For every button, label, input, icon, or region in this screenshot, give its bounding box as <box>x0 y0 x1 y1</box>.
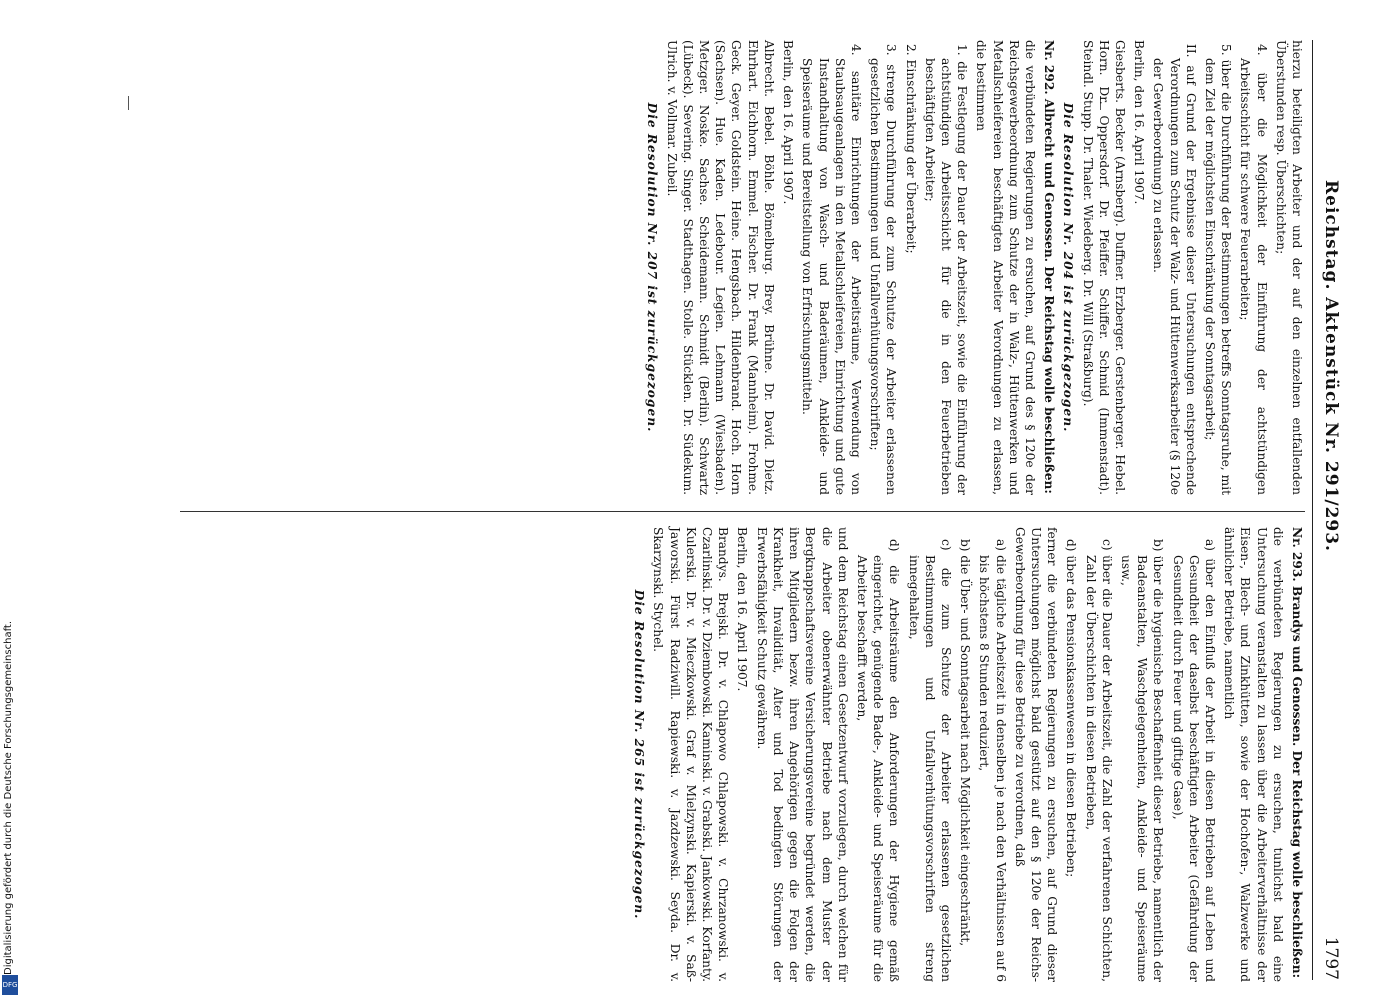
resolution-withdrawn-note: Die Resolution Nr. 207 ist zurückgezogen. <box>645 102 660 433</box>
signatory-names: Giesberts. Becker (Arnsberg). Duffner. Erzberger. Gerstenberger. Hebel. Horn. Dr. Oppersdorf. Dr. Pfeiffer. Schiffer. Schmid (Immenstadt). Steindl. Stupp. Dr. Thaler. Wiedeberg. Dr. Will (Straßburg). <box>1080 40 1127 495</box>
signature-date: Berlin, den 16. April 1907. <box>735 527 750 692</box>
paragraph: und dem Reichstag einen Gesetzentwurf vorzulegen, durch welchen für die Arbeiter obenerwähnter Betriebe nach dem Muster der Bergknappschaftsvereine Versicherungsvereine begründet werden, die ihren Mitgliedern bezw. ihren Angehörigen gegen die Folgen der Krankheit, Invalidität, Alter und Tod bedingten Störungen der Erwerbsfähigkeit Schutz gewähren. <box>754 527 850 982</box>
page-header-title: Reichstag. Aktenstück Nr. 291/293. <box>1321 180 1341 552</box>
paragraph: d) die Arbeitsräume den Anforderungen der Hygiene gemäß eingerichtet, genügende Bade-, Ankleide- und Speiseräume für die Arbeiter beschafft werden, <box>854 539 902 982</box>
paragraph: die verbündeten Regierungen zu ersuchen, auf Grund des § 120e der Reichsgewerbeordnung zum Schutze der in Walz-, Hüttenwerken und Metallschleifereien beschäftigten Arbeiter Verordnungen zu erlassen, die bestimmen <box>974 40 1037 495</box>
paragraph: Nr. 292. Albrecht und Genossen. Der Reichstag wolle beschließen: <box>1042 40 1057 494</box>
paragraph: II. auf Grund der Ergebnisse dieser Untersuchungen entsprechende Verordnungen zum Schutz der Walz- und Hüttenwerksarbeiter (§ 120e der Gewerbeordnung) zu erlassen. <box>1151 44 1198 495</box>
paragraph: a) über den Einfluß der Arbeit in diesen Betrieben auf Leben und Gesundheit der daselbst beschäftigten Arbeiter (Gefährdung der Gesundheit durch Feuer und giftige Gase), <box>1170 539 1217 982</box>
digitization-credit-sidebar <box>0 0 22 1000</box>
signatory-names: Brandys. Brejski. Dr. v. Chlapowo Chlapowski. v. Chrzanowski. v. Czarlinski. Dr. v. Dziembowski. Kaminski. v. Grabski. Jankowski. Korfanty. Kulerski. Dr. v. Mieczkowski. Graf v. Mielzynski. Kapierski. v. Saß-Jaworski. Fürst Radziwill. Rapiewski. v. Jazdzewski. Seyda. Dr. v. Skarzynski. Stychel. <box>651 527 731 982</box>
page-number: 1797 <box>1321 936 1341 980</box>
paragraph: 1. die Festlegung der Dauer der Arbeitszeit, sowie die Einführung der achtstündigen Arbeitsschicht für die in den Feuerbetrieben beschäftigten Arbeiter; <box>922 44 970 495</box>
paragraph: 2. Einschränkung der Überarbeit; <box>903 44 918 254</box>
signatory-names: Albrecht. Bebel. Böhle. Bömelburg. Brey. Brühne. Dr. David. Dietz. Ehrhart. Eichhorn. Emmel. Fischer. Dr. Frank (Mannheim). Frohme. Geck. Geyer. Goldstein. Heine. Hengsbach. Hildenbrand. Hoch. Horn (Sachsen). Hue. Kaden. Ledebour. Legien. Lehmann (Wiesbaden). Metzger. Noske. Sachse. Scheidemann. Schmidt (Berlin). Schwartz (Lübeck). Severing. Singer. Stadthagen. Stolle. Stücklen. Dr. Südekum. Ulrich. v. Vollmar. Zubeil. <box>664 40 776 495</box>
dfg-logo: DFG <box>2 975 18 995</box>
top-cut-mark <box>128 96 129 110</box>
paragraph: 4. sanitäre Einrichtungen der Arbeitsräume, Verwendung von Staubsaugeanlagen in den Metallschleifereien, Einrichtung und gute Instandhaltung von Wasch- und Baderäumen, Ankleide- und Speiseräume und Bereitstellung von Erfrischungsmitteln. <box>800 44 863 495</box>
paragraph: c) die zum Schutze der Arbeiter erlassenen gesetzlichen Bestimmungen und Unfallverhütungsvorschriften streng innegehalten, <box>906 539 953 982</box>
paragraph: ferner die verbündeten Regierungen zu ersuchen, auf Grund dieser Untersuchungen möglichst bald gestützt auf den § 120e der Reichs-Gewerbeordnung für diese Betriebe zu verordnen, daß <box>1012 527 1060 982</box>
page-header <box>1312 40 1345 980</box>
paragraph: 5. über die Durchführung der Bestimmungen betreffs Sonntagsruhe, mit dem Ziel der möglichsten Einschränkung der Sonntagsarbeit; <box>1202 44 1234 495</box>
resolution-withdrawn-note: Die Resolution Nr. 204 ist zurückgezogen. <box>1061 102 1076 433</box>
signature-date: Berlin, den 16. April 1907. <box>781 40 796 205</box>
paragraph: a) die tägliche Arbeitszeit in denselben je nach den Verhältnissen auf 6 bis höchstens 8 Stunden reduziert, <box>977 539 1008 982</box>
paragraph: b) über die hygienische Beschaffenheit dieser Betriebe, namentlich der Badeanstalten, Waschgelegenheiten, Ankleide- und Speiseräume usw., <box>1118 539 1166 982</box>
paragraph: 3. strenge Durchführung der zum Schutze der Arbeiter erlassenen gesetzlichen Bestimmungen und Unfallverhütungsvorschriften; <box>868 44 899 495</box>
right-column <box>628 527 1305 982</box>
resolution-withdrawn-note: Die Resolution Nr. 265 ist zurückgezogen. <box>632 589 647 920</box>
paragraph: d) über das Pensionskassenwesen in diesen Betrieben; <box>1064 539 1079 878</box>
paragraph: c) über die Dauer der Arbeitszeit, die Zahl der verfahrenen Schichten, Zahl der Überschichten in diesen Betrieben, <box>1083 539 1114 982</box>
left-column <box>641 40 1305 495</box>
paragraph: hierzu beteiligten Arbeiter und der auf den einzelnen entfallenden Überstunden resp. Überschichten; <box>1273 40 1304 495</box>
paragraph: Nr. 293. Brandys und Genossen. Der Reichstag wolle beschließen: <box>1290 527 1304 979</box>
paragraph: b) die Über- und Sonntagsarbeit nach Möglichkeit eingeschränkt, <box>958 539 973 947</box>
signature-date: Berlin, den 16. April 1907. <box>1132 40 1147 205</box>
rotated-page-content <box>150 40 1345 980</box>
paragraph: die verbündeten Regierungen zu ersuchen, tunlichst bald eine Untersuchung veranstalten zu lassen über die Arbeiterverhältnisse der Eisen-, Blech- und Zinkhütten, sowie der Hochofen-, Walzwerke und ähnlicher Betriebe, namentlich <box>1222 527 1285 982</box>
digitization-credit-text: Digitalisierung gefördert durch die Deutsche Forschungsgemeinschaft. <box>3 620 14 975</box>
column-divider <box>180 511 1305 512</box>
paragraph: 4. über die Möglichkeit der Einführung der achtstündigen Arbeitsschicht für schwere Feuerarbeiten; <box>1238 44 1269 495</box>
